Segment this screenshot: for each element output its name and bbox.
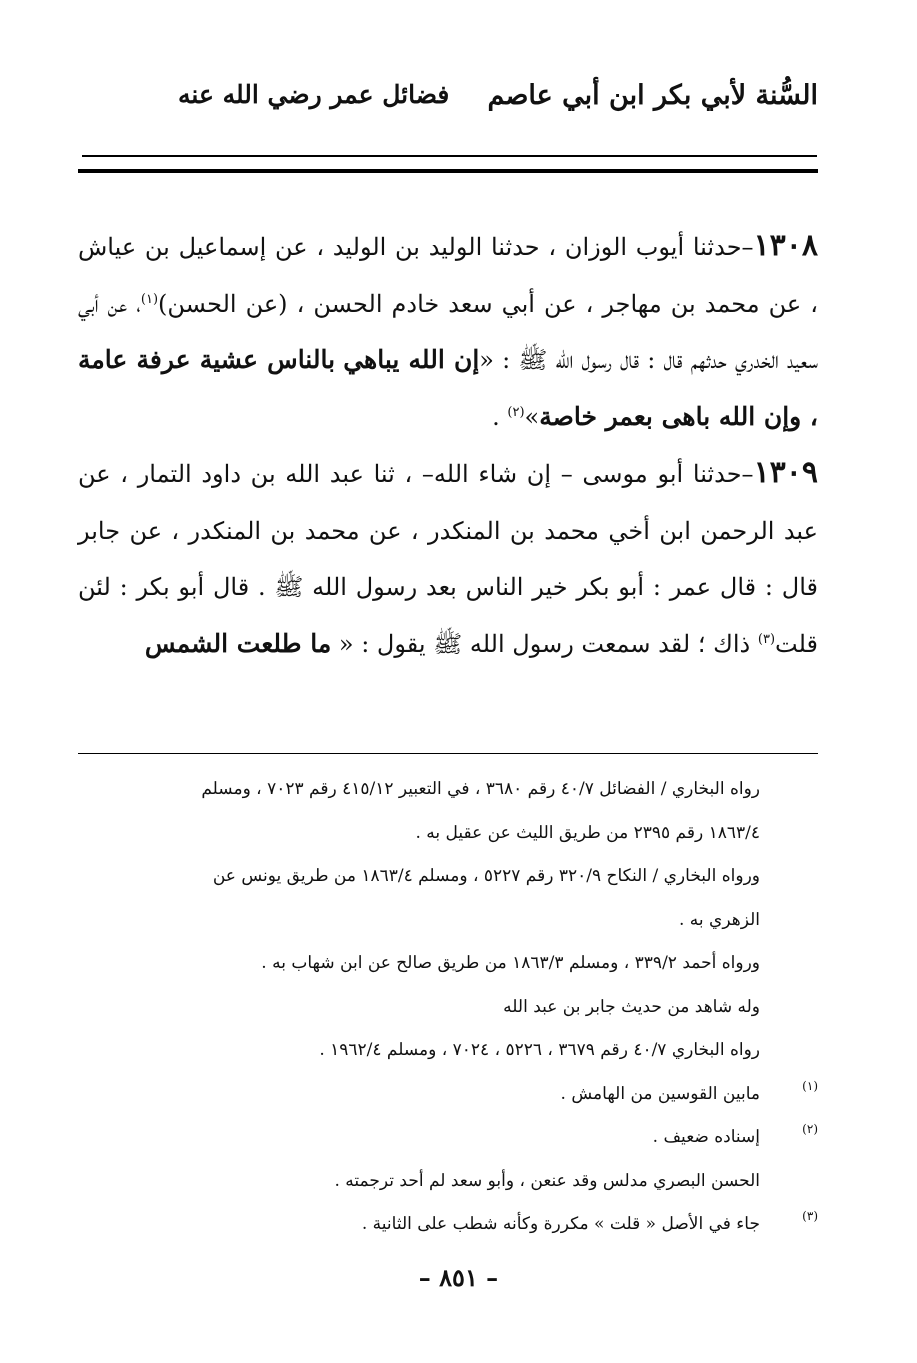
footnote-line: وله شاهد من حديث جابر بن عبد الله [503, 996, 760, 1017]
page-header [78, 80, 818, 130]
footnotes [78, 768, 818, 1247]
hadith-1309 [78, 445, 818, 672]
hadith-number: ١٣٠٩ [753, 455, 819, 490]
footnote-line: ورواه أحمد ٣٣٩/٢ ، ومسلم ١٨٦٣/٣ من طريق صالح عن ابن شهاب به . [261, 953, 760, 973]
footnote-line: الزهري به . [679, 909, 760, 930]
footnote-line: رواه البخاري / الفضائل ٤٠/٧ رقم ٣٦٨٠ ، في التعبير ٤١٥/١٢ رقم ٧٠٢٣ ، ومسلم [201, 779, 760, 799]
footnote-ref: (١) [140, 291, 159, 307]
bold-text: بالناس عشية عرفة عامة ، وإن الله باهى بعمر خاصة [78, 345, 818, 431]
header-rule-thin [82, 155, 817, 157]
footnote-text: مابين القوسين من الهامش . [560, 1083, 760, 1104]
bold-text: ما طلعت الشمس [144, 628, 332, 658]
page-number: – ٨٥١ – [418, 1263, 499, 1292]
text-run: عن أبي سعيد الخدري حدثهم قال : قال رسول الله ﷺ : « [78, 289, 818, 374]
text-run: » [524, 402, 540, 431]
footnote-marker: (٣) [802, 1209, 818, 1223]
text-run: عياش ، عن محمد بن مهاجر ، عن أبي سعد خادم الحسن ، (عن الحسن) [78, 233, 818, 318]
book-title: السُّنة لأبي بكر ابن أبي عاصم [487, 80, 818, 111]
chapter-title: فضائل عمر رضي الله عنه [178, 80, 450, 109]
footnote-line: رواه البخاري ٤٠/٧ رقم ٣٦٧٩ ، ٥٢٢٦ ، ٧٠٢٤ ، ومسلم ١٩٦٢/٤ . [319, 1040, 760, 1060]
footnote-text: إسناده ضعيف . [652, 1127, 760, 1147]
footnote-1 [78, 1073, 818, 1117]
text-run: ذاك ؛ لقد سمعت رسول الله ﷺ يقول : « [331, 629, 758, 658]
text-run: لئن قلت [78, 573, 818, 658]
text-run: ، [136, 289, 141, 318]
footnote-line: الحسن البصري مدلس وقد عنعن ، وأبو سعد لم أحد ترجمته . [334, 1170, 760, 1191]
footnote-text: جاء في الأصل « قلت » مكررة وكأنه شطب على الثانية . [361, 1214, 760, 1234]
footnote-ref: (٢) [507, 404, 525, 420]
text-run: عن عبد الرحمن ابن أخي محمد بن المنكدر ، عن محمد بن المنكدر ، عن جابر [78, 460, 818, 545]
main-text [78, 218, 818, 672]
footnote-line: ورواه البخاري / النكاح ٣٢٠/٩ رقم ٥٢٢٧ ، ومسلم ١٨٦٣/٤ من طريق يونس عن [212, 866, 760, 886]
hadith-1308 [78, 218, 818, 445]
text-run: قال : قال عمر : أبو بكر خير الناس بعد رسول الله ﷺ . قال أبو بكر : [119, 573, 818, 601]
footnote-ref: (٣) [757, 631, 776, 647]
text-run: –حدثنا أبو موسى – إن شاء الله– ، ثنا عبد الله بن داود التمار ، [120, 460, 754, 488]
footnote-3 [78, 1203, 818, 1247]
footnote-line: ١٨٦٣/٤ رقم ٢٣٩٥ من طريق الليث عن عقيل به . [415, 822, 760, 843]
footnote-2 [78, 1116, 818, 1160]
header-rule-thick [78, 169, 818, 173]
footnote-marker: (٢) [802, 1122, 818, 1136]
text-run: –حدثنا أيوب الوزان ، حدثنا الوليد بن الوليد ، عن إسماعيل بن [144, 233, 754, 261]
text-run: . [492, 402, 508, 431]
footnotes-rule [78, 753, 818, 754]
hadith-number: ١٣٠٨ [753, 228, 818, 263]
footnote-marker: (١) [802, 1078, 818, 1093]
bold-text: إن الله يباهي [343, 345, 480, 374]
